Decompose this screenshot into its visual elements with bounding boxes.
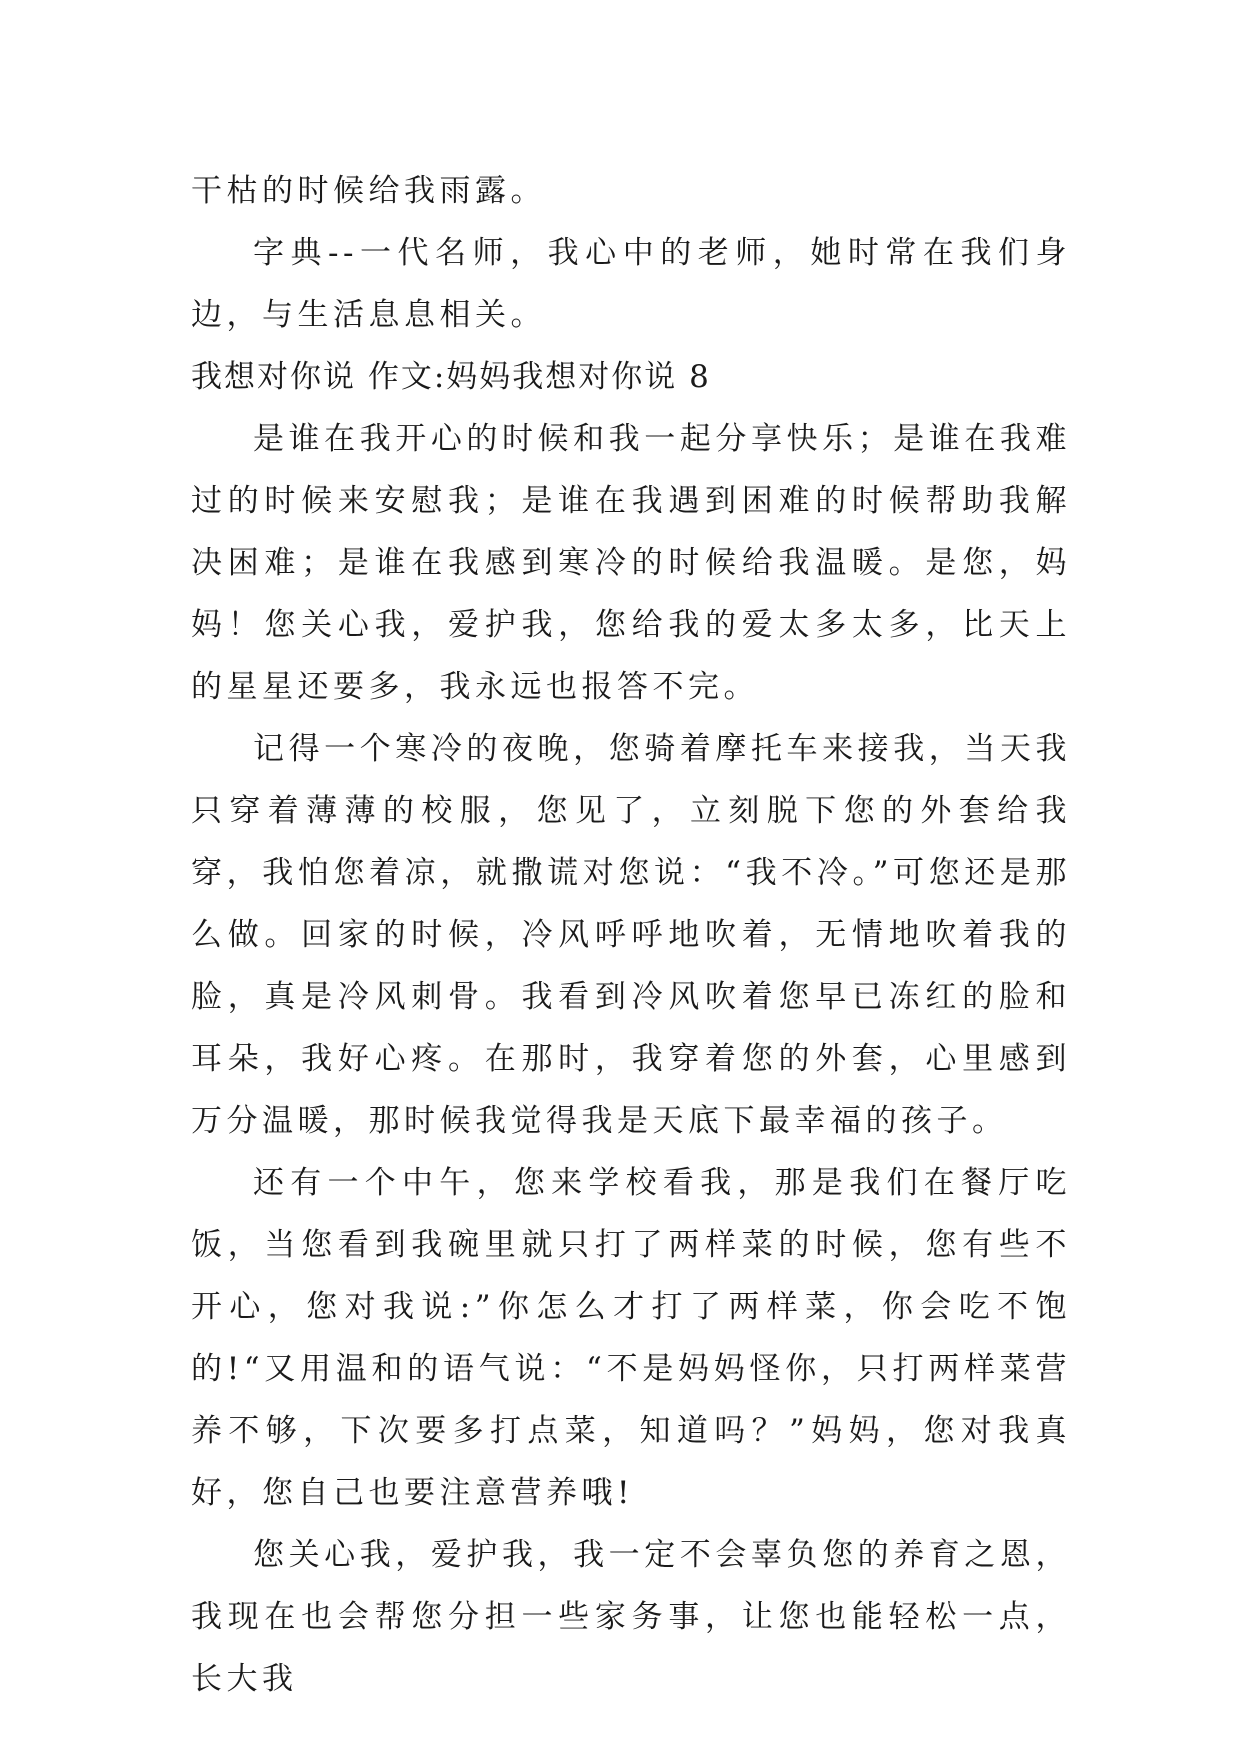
essay-heading: 我想对你说 作文:妈妈我想对你说 8 [191, 359, 711, 395]
paragraph-body-1: 是谁在我开心的时候和我一起分享快乐；是谁在我难过的时候来安慰我；是谁在我遇到困难的时候帮助我解决困难；是谁在我感到寒冷的时候给我温暖。是您，妈妈！您关心我，爱护我，您给我的爱太多太多，比天上的星星还要多，我永远也报答不完。 [191, 421, 1071, 705]
paragraph-body-3: 还有一个中午，您来学校看我，那是我们在餐厅吃饭，当您看到我碗里就只打了两样菜的时候，您有些不开心，您对我说:”你怎么才打了两样菜，你会吃不饱的!“又用温和的语气说：“不是妈妈怪你，只打两样菜营养不够，下次要多打点菜，知道吗？”妈妈，您对我真好，您自己也要注意营养哦! [191, 1165, 1071, 1511]
paragraph-continuation: 干枯的时候给我雨露。 [191, 173, 546, 209]
paragraph-dictionary: 字典--一代名师，我心中的老师，她时常在我们身边，与生活息息相关。 [191, 235, 1071, 333]
document-body [191, 160, 1071, 1710]
paragraph-body-4: 您关心我，爱护我，我一定不会辜负您的养育之恩，我现在也会帮您分担一些家务事，让您也能轻松一点，长大我 [191, 1537, 1071, 1697]
paragraph-body-2: 记得一个寒冷的夜晚，您骑着摩托车来接我，当天我只穿着薄薄的校服，您见了，立刻脱下您的外套给我穿，我怕您着凉，就撒谎对您说：“我不冷。”可您还是那么做。回家的时候，冷风呼呼地吹着，无情地吹着我的脸，真是冷风刺骨。我看到冷风吹着您早已冻红的脸和耳朵，我好心疼。在那时，我穿着您的外套，心里感到万分温暖，那时候我觉得我是天底下最幸福的孩子。 [191, 731, 1071, 1139]
